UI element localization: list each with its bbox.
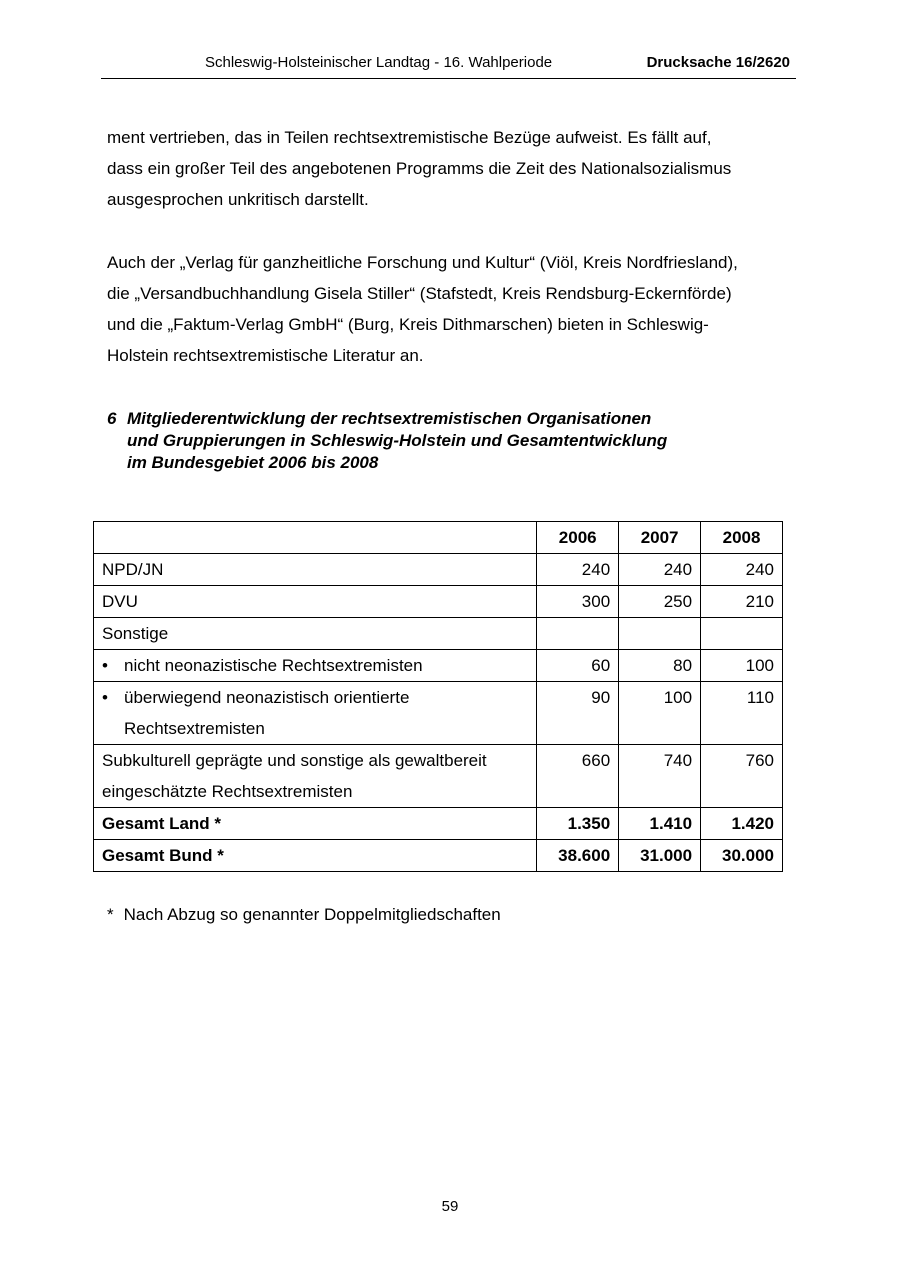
text-line: Holstein rechtsextremistische Literatur an.: [107, 346, 424, 365]
membership-table: [93, 521, 783, 872]
section-title-line: im Bundesgebiet 2006 bis 2008: [127, 453, 379, 472]
section-title-line: Mitgliederentwicklung der rechtsextremistischen Organisationen: [127, 409, 652, 428]
row-value: 660: [537, 745, 619, 808]
row-label: nicht neonazistische Rechtsextremisten: [124, 656, 423, 675]
year-header: 2008: [701, 522, 783, 554]
row-value: 240: [537, 554, 619, 586]
table-row: [94, 682, 783, 745]
table-total-row: [94, 808, 783, 840]
row-label-line: überwiegend neonazistisch orientierte: [124, 688, 410, 707]
row-value: 1.410: [619, 808, 701, 840]
text-line: und die „Faktum-Verlag GmbH“ (Burg, Kreis Dithmarschen) bieten in Schleswig-: [107, 315, 709, 334]
row-value: 100: [701, 650, 783, 682]
bullet-item: [102, 650, 528, 681]
text-line: ment vertrieben, das in Teilen rechtsextremistische Bezüge aufweist. Es fällt auf,: [107, 128, 712, 147]
row-value: 60: [537, 650, 619, 682]
section-number: 6: [107, 409, 117, 428]
year-header: 2006: [537, 522, 619, 554]
section-title-line: und Gruppierungen in Schleswig-Holstein und Gesamtentwicklung: [127, 431, 668, 450]
row-value: [619, 618, 701, 650]
document-number: Drucksache 16/2620: [646, 54, 790, 71]
row-value: [537, 618, 619, 650]
row-label-cell: [94, 745, 537, 808]
row-value: 1.350: [537, 808, 619, 840]
row-value: 100: [619, 682, 701, 745]
row-value: 240: [619, 554, 701, 586]
table-total-row: [94, 840, 783, 872]
header-empty-cell: [94, 522, 537, 554]
row-value: 31.000: [619, 840, 701, 872]
row-value: 740: [619, 745, 701, 808]
footnote-text: Nach Abzug so genannter Doppelmitgliedschaften: [123, 905, 501, 924]
row-value: 110: [701, 682, 783, 745]
bullet-item: [102, 682, 528, 744]
page-header: [101, 52, 796, 79]
table-header-row: [94, 522, 783, 554]
row-value: 760: [701, 745, 783, 808]
year-header: 2007: [619, 522, 701, 554]
footnote: [107, 905, 501, 925]
row-label: Gesamt Bund *: [94, 840, 537, 872]
section-title: [127, 408, 667, 474]
row-label: DVU: [94, 586, 537, 618]
text-line: Auch der „Verlag für ganzheitliche Forschung und Kultur“ (Viöl, Kreis Nordfriesland),: [107, 253, 738, 272]
row-value: 80: [619, 650, 701, 682]
row-label: NPD/JN: [94, 554, 537, 586]
text-line: die „Versandbuchhandlung Gisela Stiller“ (Stafstedt, Kreis Rendsburg-Eckernförde): [107, 284, 732, 303]
row-value: 30.000: [701, 840, 783, 872]
row-label-cell: [94, 650, 537, 682]
table-row: [94, 586, 783, 618]
row-label-line: Rechtsextremisten: [124, 719, 265, 738]
paragraph-publishers: [107, 247, 797, 371]
row-label: Gesamt Land *: [94, 808, 537, 840]
footnote-marker: *: [107, 905, 114, 924]
row-value: 210: [701, 586, 783, 618]
row-value: 90: [537, 682, 619, 745]
row-label-line: Subkulturell geprägte und sonstige als gewaltbereit: [102, 751, 487, 770]
row-value: [701, 618, 783, 650]
row-label: Sonstige: [94, 618, 537, 650]
table-row: [94, 650, 783, 682]
table-row: [94, 745, 783, 808]
paragraph-continuation: [107, 122, 797, 215]
bullet-icon: •: [102, 688, 108, 707]
row-value: 1.420: [701, 808, 783, 840]
row-value: 300: [537, 586, 619, 618]
header-title: Schleswig-Holsteinischer Landtag - 16. Wahlperiode: [205, 54, 553, 71]
page-number: 59: [441, 1198, 459, 1215]
text-line: dass ein großer Teil des angebotenen Programms die Zeit des Nationalsozialismus: [107, 159, 732, 178]
row-label-cell: [94, 682, 537, 745]
row-value: 240: [701, 554, 783, 586]
table-row: [94, 554, 783, 586]
row-value: 250: [619, 586, 701, 618]
row-value: 38.600: [537, 840, 619, 872]
table-row: [94, 618, 783, 650]
bullet-icon: •: [102, 656, 108, 675]
text-line: ausgesprochen unkritisch darstellt.: [107, 190, 369, 209]
row-label-line: eingeschätzte Rechtsextremisten: [102, 782, 353, 801]
